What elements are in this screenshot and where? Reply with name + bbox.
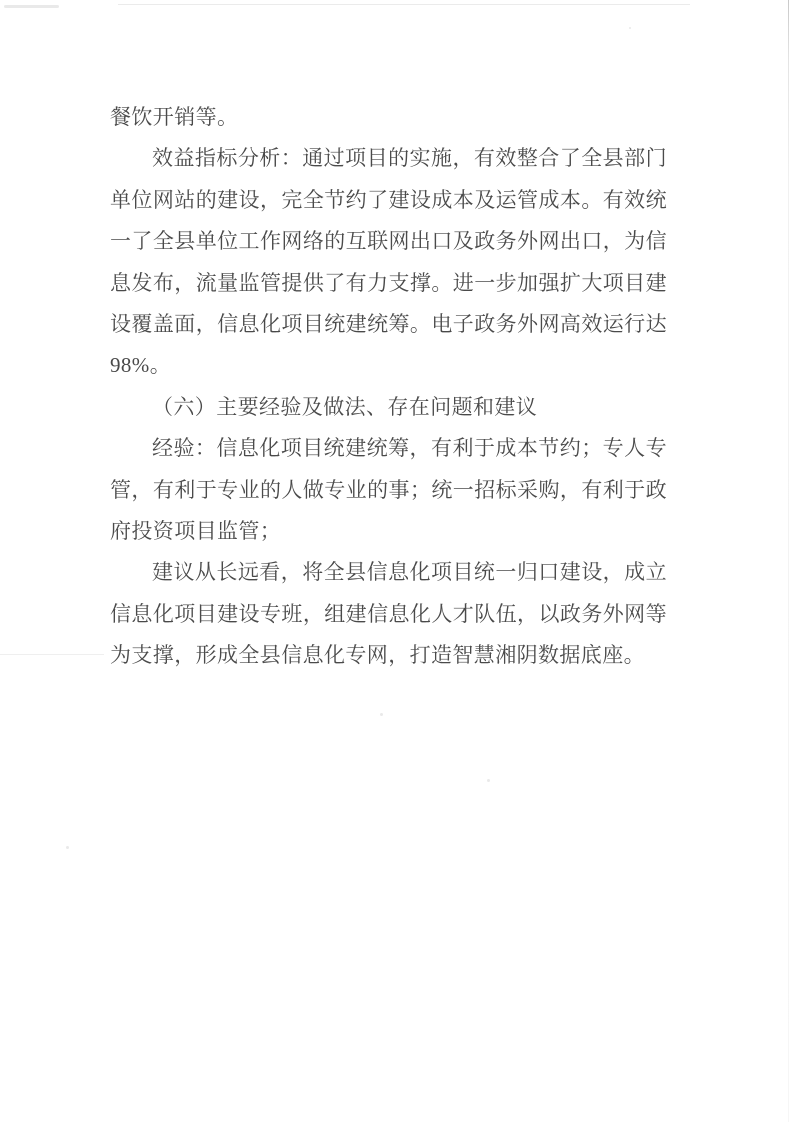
scan-artifact-right-edge-line: [788, 0, 789, 1122]
heading-section-six: （六）主要经验及做法、存在问题和建议: [152, 394, 538, 419]
scan-artifact-top-smudge: [4, 5, 59, 8]
scan-artifact-left-line: [0, 654, 104, 655]
scan-artifact-top-edge-line: [118, 4, 690, 5]
paragraph-continuation: 餐饮开销等。: [110, 105, 239, 129]
scan-speck: [629, 27, 631, 29]
paragraph-benefit-indicator-analysis: 效益指标分析：通过项目的实施，有效整合了全县部门单位网站的建设，完全节约了建设成本及运管成本。有效统一了全县单位工作网络的互联网出口及政务外网出口，为信息发布，流量监管提供了有力支撑。进一步加强扩大项目建设覆盖面，信息化项目统建统筹。电子政务外网高效运行达98%。: [110, 146, 667, 378]
scan-speck: [66, 846, 69, 849]
paragraph-experience: 经验：信息化项目统建统筹，有利于成本节约；专人专管，有利于专业的人做专业的事；统一招标采购，有利于政府投资项目监管；: [110, 436, 667, 544]
scan-speck: [380, 713, 383, 716]
scan-speck: [487, 779, 490, 782]
document-text-block: [110, 97, 667, 677]
paragraph-suggestion: 建议从长远看，将全县信息化项目统一归口建设，成立信息化项目建设专班，组建信息化人才队伍，以政务外网等为支撑，形成全县信息化专网，打造智慧湘阴数据底座。: [110, 560, 667, 668]
